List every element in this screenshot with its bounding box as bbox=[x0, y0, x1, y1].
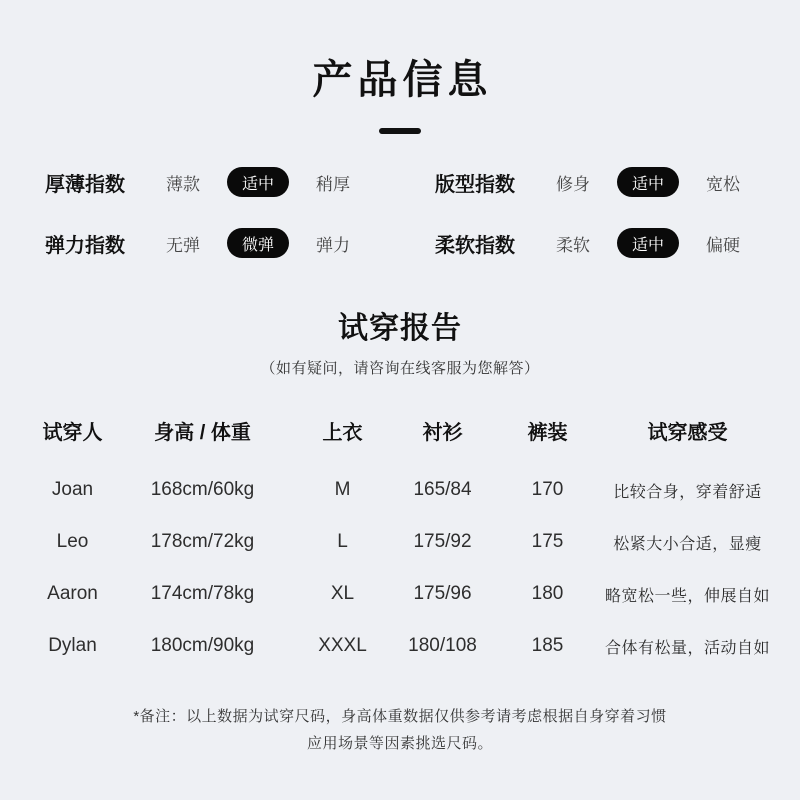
col-header-fitter: 试穿人 bbox=[42, 421, 103, 444]
cell-shirt: 175/92 bbox=[413, 531, 472, 552]
cell-height-weight: 174cm/78kg bbox=[150, 583, 255, 604]
table-row bbox=[30, 620, 770, 672]
col-header-pants: 裤装 bbox=[527, 421, 568, 444]
fitting-report-table bbox=[30, 411, 770, 672]
index-row-softness bbox=[390, 227, 780, 259]
index-option: 柔软 bbox=[556, 235, 590, 255]
report-subtitle: （如有疑问，请咨询在线客服为您解答） bbox=[260, 360, 540, 377]
cell-top: XL bbox=[330, 583, 355, 604]
index-label-fit: 版型指数 bbox=[435, 173, 515, 196]
cell-shirt: 180/108 bbox=[408, 635, 477, 656]
title-divider bbox=[379, 128, 421, 134]
cell-fitter: Joan bbox=[51, 479, 94, 500]
col-header-feel: 试穿感受 bbox=[647, 421, 728, 444]
cell-height-weight: 180cm/90kg bbox=[150, 635, 255, 656]
index-label-thickness: 厚薄指数 bbox=[45, 173, 125, 196]
col-header-shirt: 衬衫 bbox=[422, 421, 463, 444]
index-option: 薄款 bbox=[166, 174, 200, 194]
cell-fitter: Dylan bbox=[48, 635, 97, 656]
index-option: 偏硬 bbox=[706, 235, 740, 255]
cell-shirt: 175/96 bbox=[413, 583, 472, 604]
cell-feel: 松紧大小合适，显瘦 bbox=[613, 535, 762, 553]
footer-note-line2: 应用场景等因素挑选尺码。 bbox=[306, 735, 493, 752]
index-row-elasticity bbox=[0, 227, 390, 259]
index-option-selected: 微弹 bbox=[227, 228, 289, 258]
col-header-height-weight: 身高 / 体重 bbox=[154, 421, 251, 444]
index-option: 稍厚 bbox=[316, 174, 350, 194]
cell-top: L bbox=[337, 531, 348, 552]
cell-top: XXXL bbox=[318, 635, 367, 656]
table-row bbox=[30, 516, 770, 568]
index-section bbox=[0, 166, 800, 259]
cell-height-weight: 168cm/60kg bbox=[150, 479, 255, 500]
cell-height-weight: 178cm/72kg bbox=[150, 531, 255, 552]
page-title: 产品信息 bbox=[312, 58, 493, 102]
table-row bbox=[30, 464, 770, 516]
footer-note-line1: *备注：以上数据为试穿尺码，身高体重数据仅供参考请考虑根据自身穿着习惯 bbox=[133, 708, 667, 725]
report-title: 试穿报告 bbox=[338, 312, 462, 345]
table-header-row bbox=[30, 411, 770, 449]
index-option-selected: 适中 bbox=[617, 167, 679, 197]
cell-feel: 略宽松一些，伸展自如 bbox=[605, 587, 771, 605]
cell-pants: 175 bbox=[531, 531, 564, 552]
cell-pants: 185 bbox=[531, 635, 564, 656]
index-option-selected: 适中 bbox=[227, 167, 289, 197]
index-row-thickness bbox=[0, 166, 390, 198]
table-row bbox=[30, 568, 770, 620]
cell-pants: 180 bbox=[531, 583, 564, 604]
cell-pants: 170 bbox=[531, 479, 564, 500]
index-option: 弹力 bbox=[316, 235, 350, 255]
footer-note bbox=[0, 703, 800, 757]
index-option: 无弹 bbox=[166, 235, 200, 255]
cell-top: M bbox=[334, 479, 351, 500]
cell-fitter: Leo bbox=[56, 531, 89, 552]
cell-fitter: Aaron bbox=[47, 583, 98, 604]
col-header-top: 上衣 bbox=[322, 421, 363, 444]
cell-shirt: 165/84 bbox=[413, 479, 472, 500]
index-row-fit bbox=[390, 166, 780, 198]
index-label-softness: 柔软指数 bbox=[435, 234, 515, 257]
cell-feel: 比较合身，穿着舒适 bbox=[613, 483, 762, 501]
cell-feel: 合体有松量，活动自如 bbox=[605, 639, 771, 657]
index-option: 宽松 bbox=[706, 174, 740, 194]
index-option-selected: 适中 bbox=[617, 228, 679, 258]
index-option: 修身 bbox=[556, 174, 590, 194]
index-label-elasticity: 弹力指数 bbox=[45, 234, 125, 257]
